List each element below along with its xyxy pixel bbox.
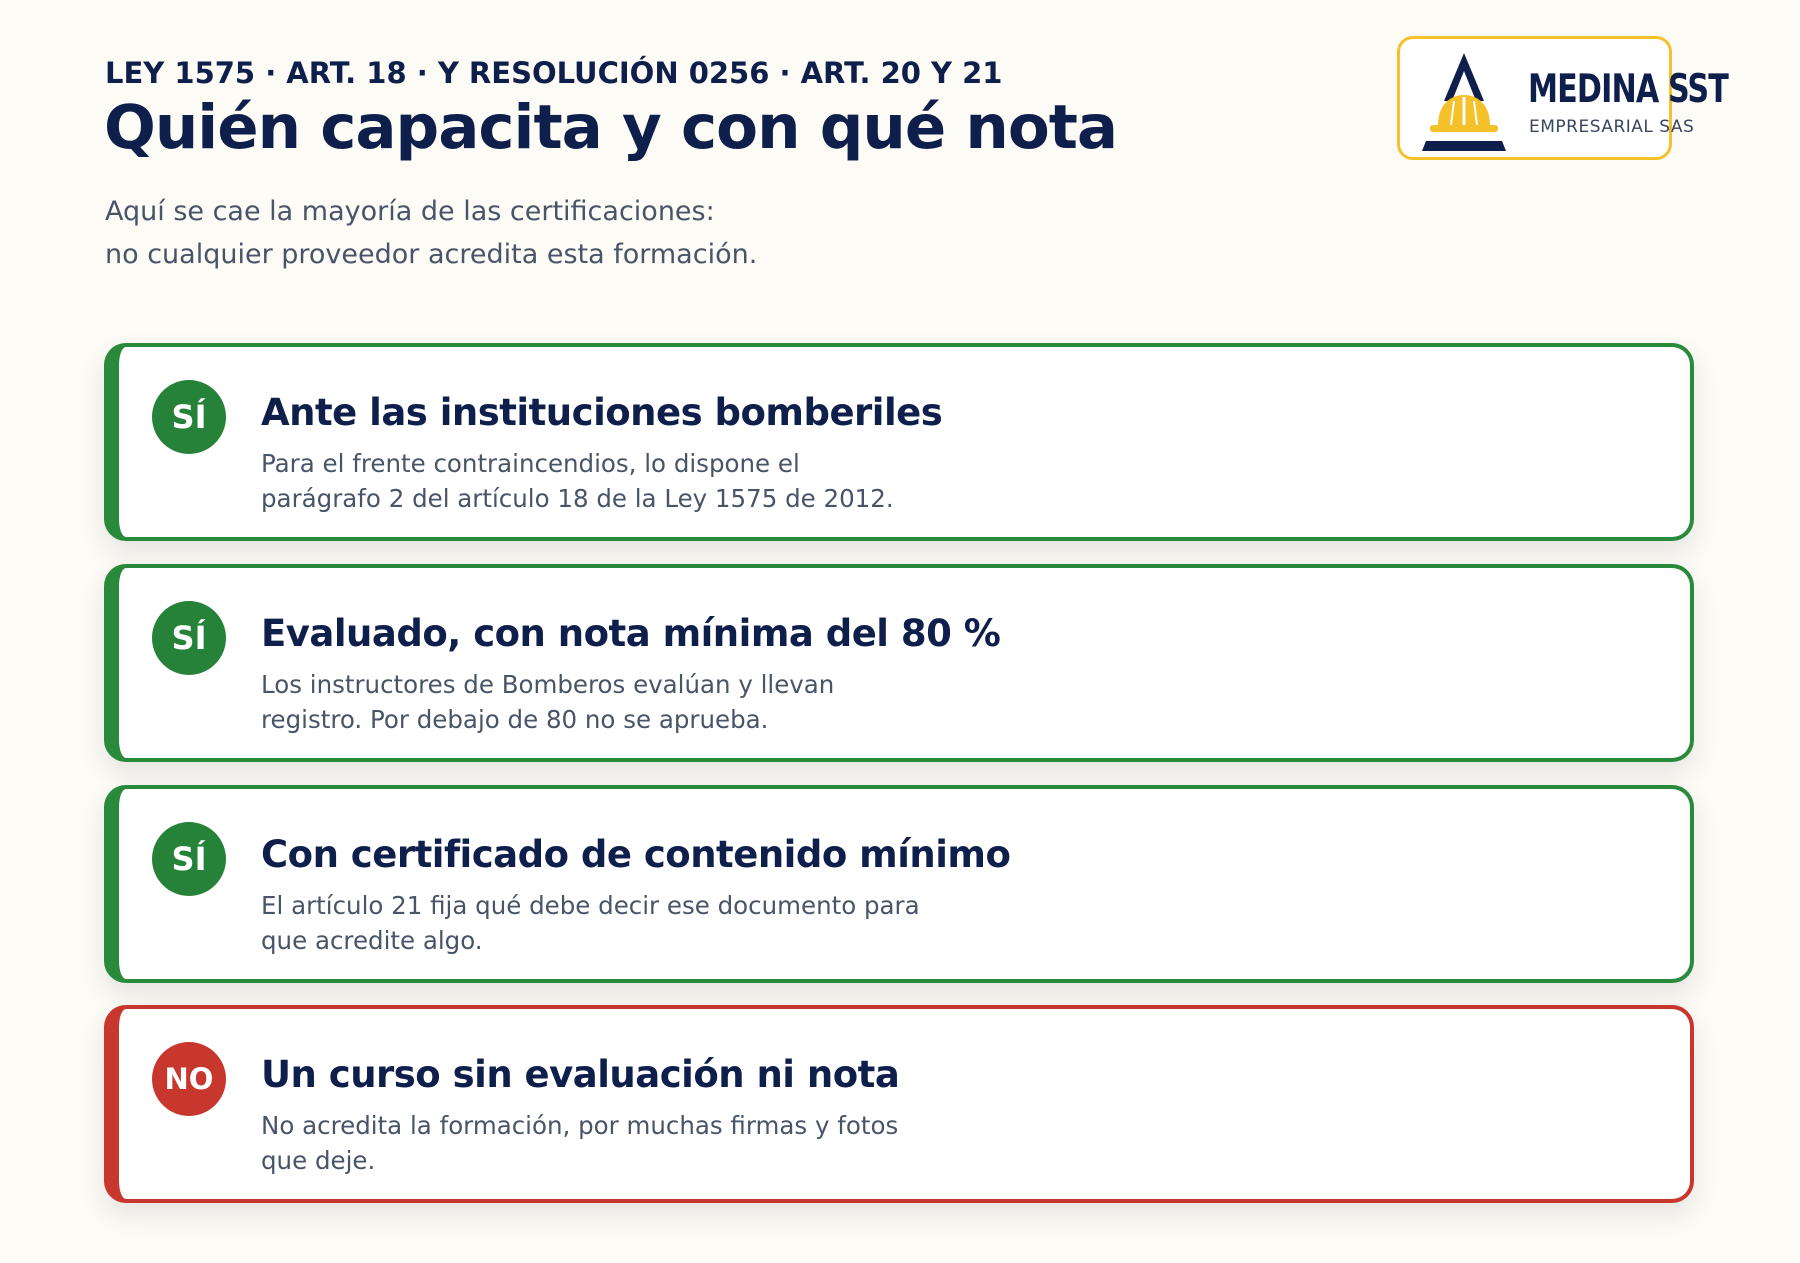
description-line: Para el frente contraincendios, lo dispone el [261,449,800,478]
description-line: registro. Por debajo de 80 no se aprueba. [261,705,769,734]
subtitle-line: Aquí se cae la mayoría de las certificaciones: [105,196,715,227]
requirement-description [261,888,961,958]
requirement-description [261,667,961,737]
requirement-title: Ante las instituciones bomberiles [261,391,943,434]
helmet-peak-logo-icon [1418,49,1510,153]
requirement-description [261,1108,961,1178]
description-line: que deje. [261,1146,376,1175]
requirement-card [104,785,1694,983]
company-logo [1397,36,1728,160]
yes-badge: SÍ [152,822,226,896]
description-line: que acredite algo. [261,926,483,955]
requirement-card [104,564,1694,762]
logo-name: MEDINA SST [1528,67,1728,112]
description-line: Los instructores de Bomberos evalúan y llevan [261,670,835,699]
page-eyebrow: LEY 1575 · ART. 18 · Y RESOLUCIÓN 0256 · ART. 20 Y 21 [105,56,1003,90]
yes-badge: SÍ [152,380,226,454]
requirement-card-rejected [104,1005,1694,1203]
description-line: El artículo 21 fija qué debe decir ese documento para [261,891,920,920]
requirement-card [104,343,1694,541]
requirement-title: Evaluado, con nota mínima del 80 % [261,612,1001,655]
no-badge: NO [152,1042,226,1116]
description-line: No acredita la formación, por muchas firmas y fotos [261,1111,899,1140]
requirement-title: Con certificado de contenido mínimo [261,833,1011,876]
subtitle-line: no cualquier proveedor acredita esta formación. [105,239,758,270]
requirement-title: Un curso sin evaluación ni nota [261,1053,900,1096]
page-title: Quién capacita y con qué nota [104,92,1118,163]
page-subtitle [105,190,757,276]
logo-subtitle: EMPRESARIAL SAS [1529,117,1695,137]
requirement-description [261,446,961,516]
yes-badge: SÍ [152,601,226,675]
description-line: parágrafo 2 del artículo 18 de la Ley 1575 de 2012. [261,484,894,513]
